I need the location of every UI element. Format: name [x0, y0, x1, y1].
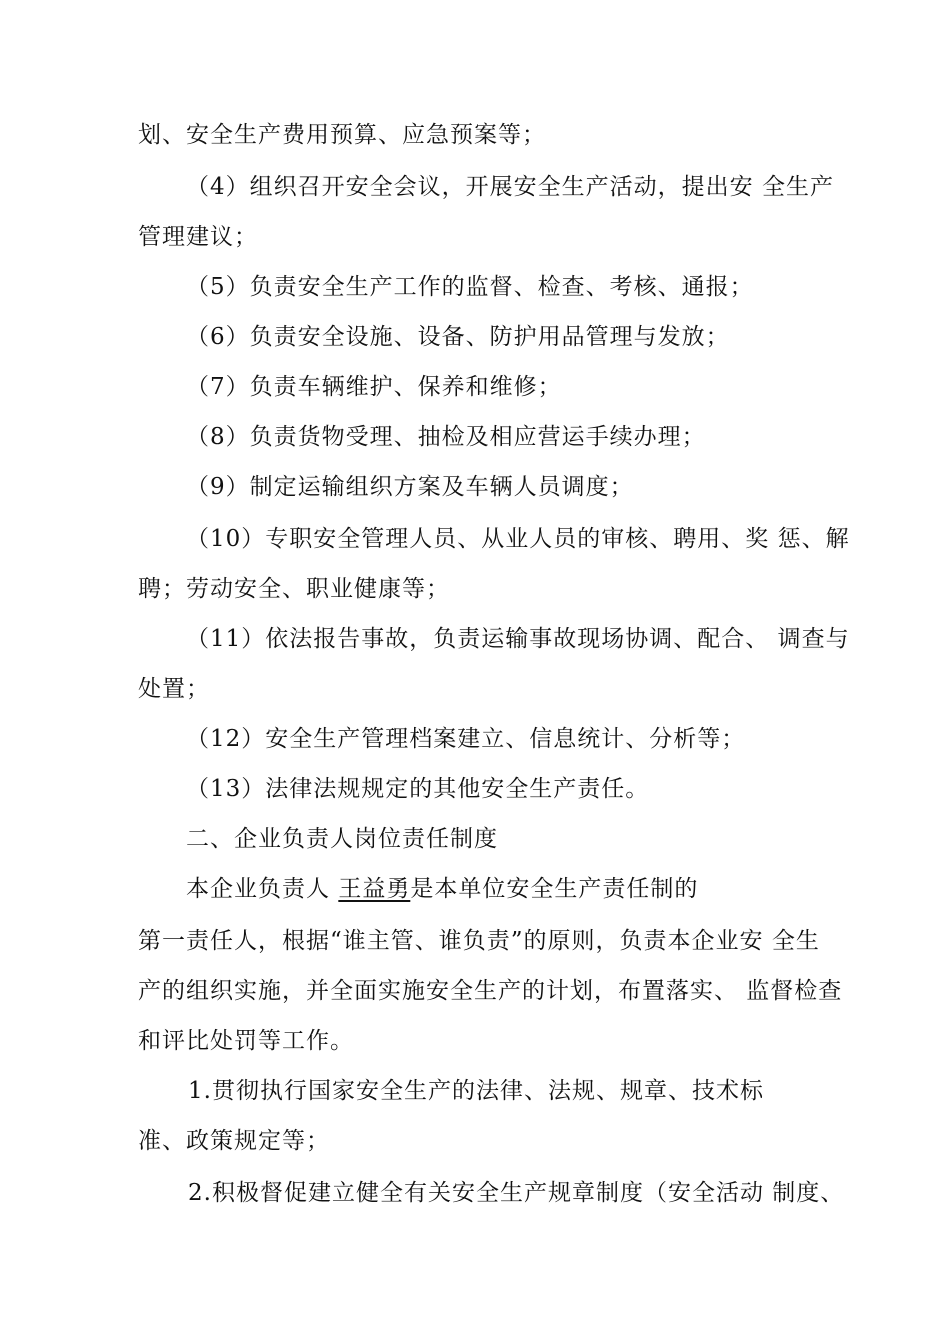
list-item: 2.积极督促建立健全有关安全生产规章制度（安全活动 制度、: [188, 1180, 845, 1206]
text-line: 聘；劳动安全、职业健康等；: [138, 576, 450, 602]
text-line: 第一责任人，根据“谁主管、谁负责”的原则，负责本企业安 全生: [138, 928, 820, 954]
text-line: 产的组织实施，并全面实施安全生产的计划，布置落实、 监督检查: [138, 978, 843, 1004]
responsible-suffix: 是本单位安全生产责任制的: [410, 876, 699, 902]
text-line: （12）安全生产管理档案建立、信息统计、分析等；: [186, 726, 746, 752]
list-item: 1.贯彻执行国家安全生产的法律、法规、规章、技术标: [188, 1078, 764, 1104]
text-line: 管理建议；: [138, 224, 258, 250]
responsible-prefix: 本企业负责人: [186, 876, 339, 902]
text-line: （5）负责安全生产工作的监督、检查、考核、通报；: [186, 274, 754, 300]
text-line: （9）制定运输组织方案及车辆人员调度；: [186, 474, 634, 500]
text-line: （4）组织召开安全会议，开展安全生产活动，提出安 全生产: [186, 174, 834, 200]
section-heading: 二、企业负责人岗位责任制度: [186, 826, 498, 852]
text-line: 划、安全生产费用预算、应急预案等；: [138, 122, 546, 148]
text-line: （11）依法报告事故，负责运输事故现场协调、配合、 调查与: [186, 626, 850, 652]
text-line: 和评比处罚等工作。: [138, 1028, 354, 1054]
responsible-person-line: [186, 874, 698, 904]
text-line: （6）负责安全设施、设备、防护用品管理与发放；: [186, 324, 730, 350]
responsible-person-name: 王益勇: [338, 876, 411, 902]
text-line: 处置；: [138, 676, 210, 702]
text-line: （10）专职安全管理人员、从业人员的审核、聘用、奖 惩、解: [186, 526, 850, 552]
text-line: （7）负责车辆维护、保养和维修；: [186, 374, 562, 400]
text-line: （8）负责货物受理、抽检及相应营运手续办理；: [186, 424, 706, 450]
text-line: 准、政策规定等；: [138, 1128, 330, 1154]
text-line: （13）法律法规规定的其他安全生产责任。: [186, 776, 650, 802]
